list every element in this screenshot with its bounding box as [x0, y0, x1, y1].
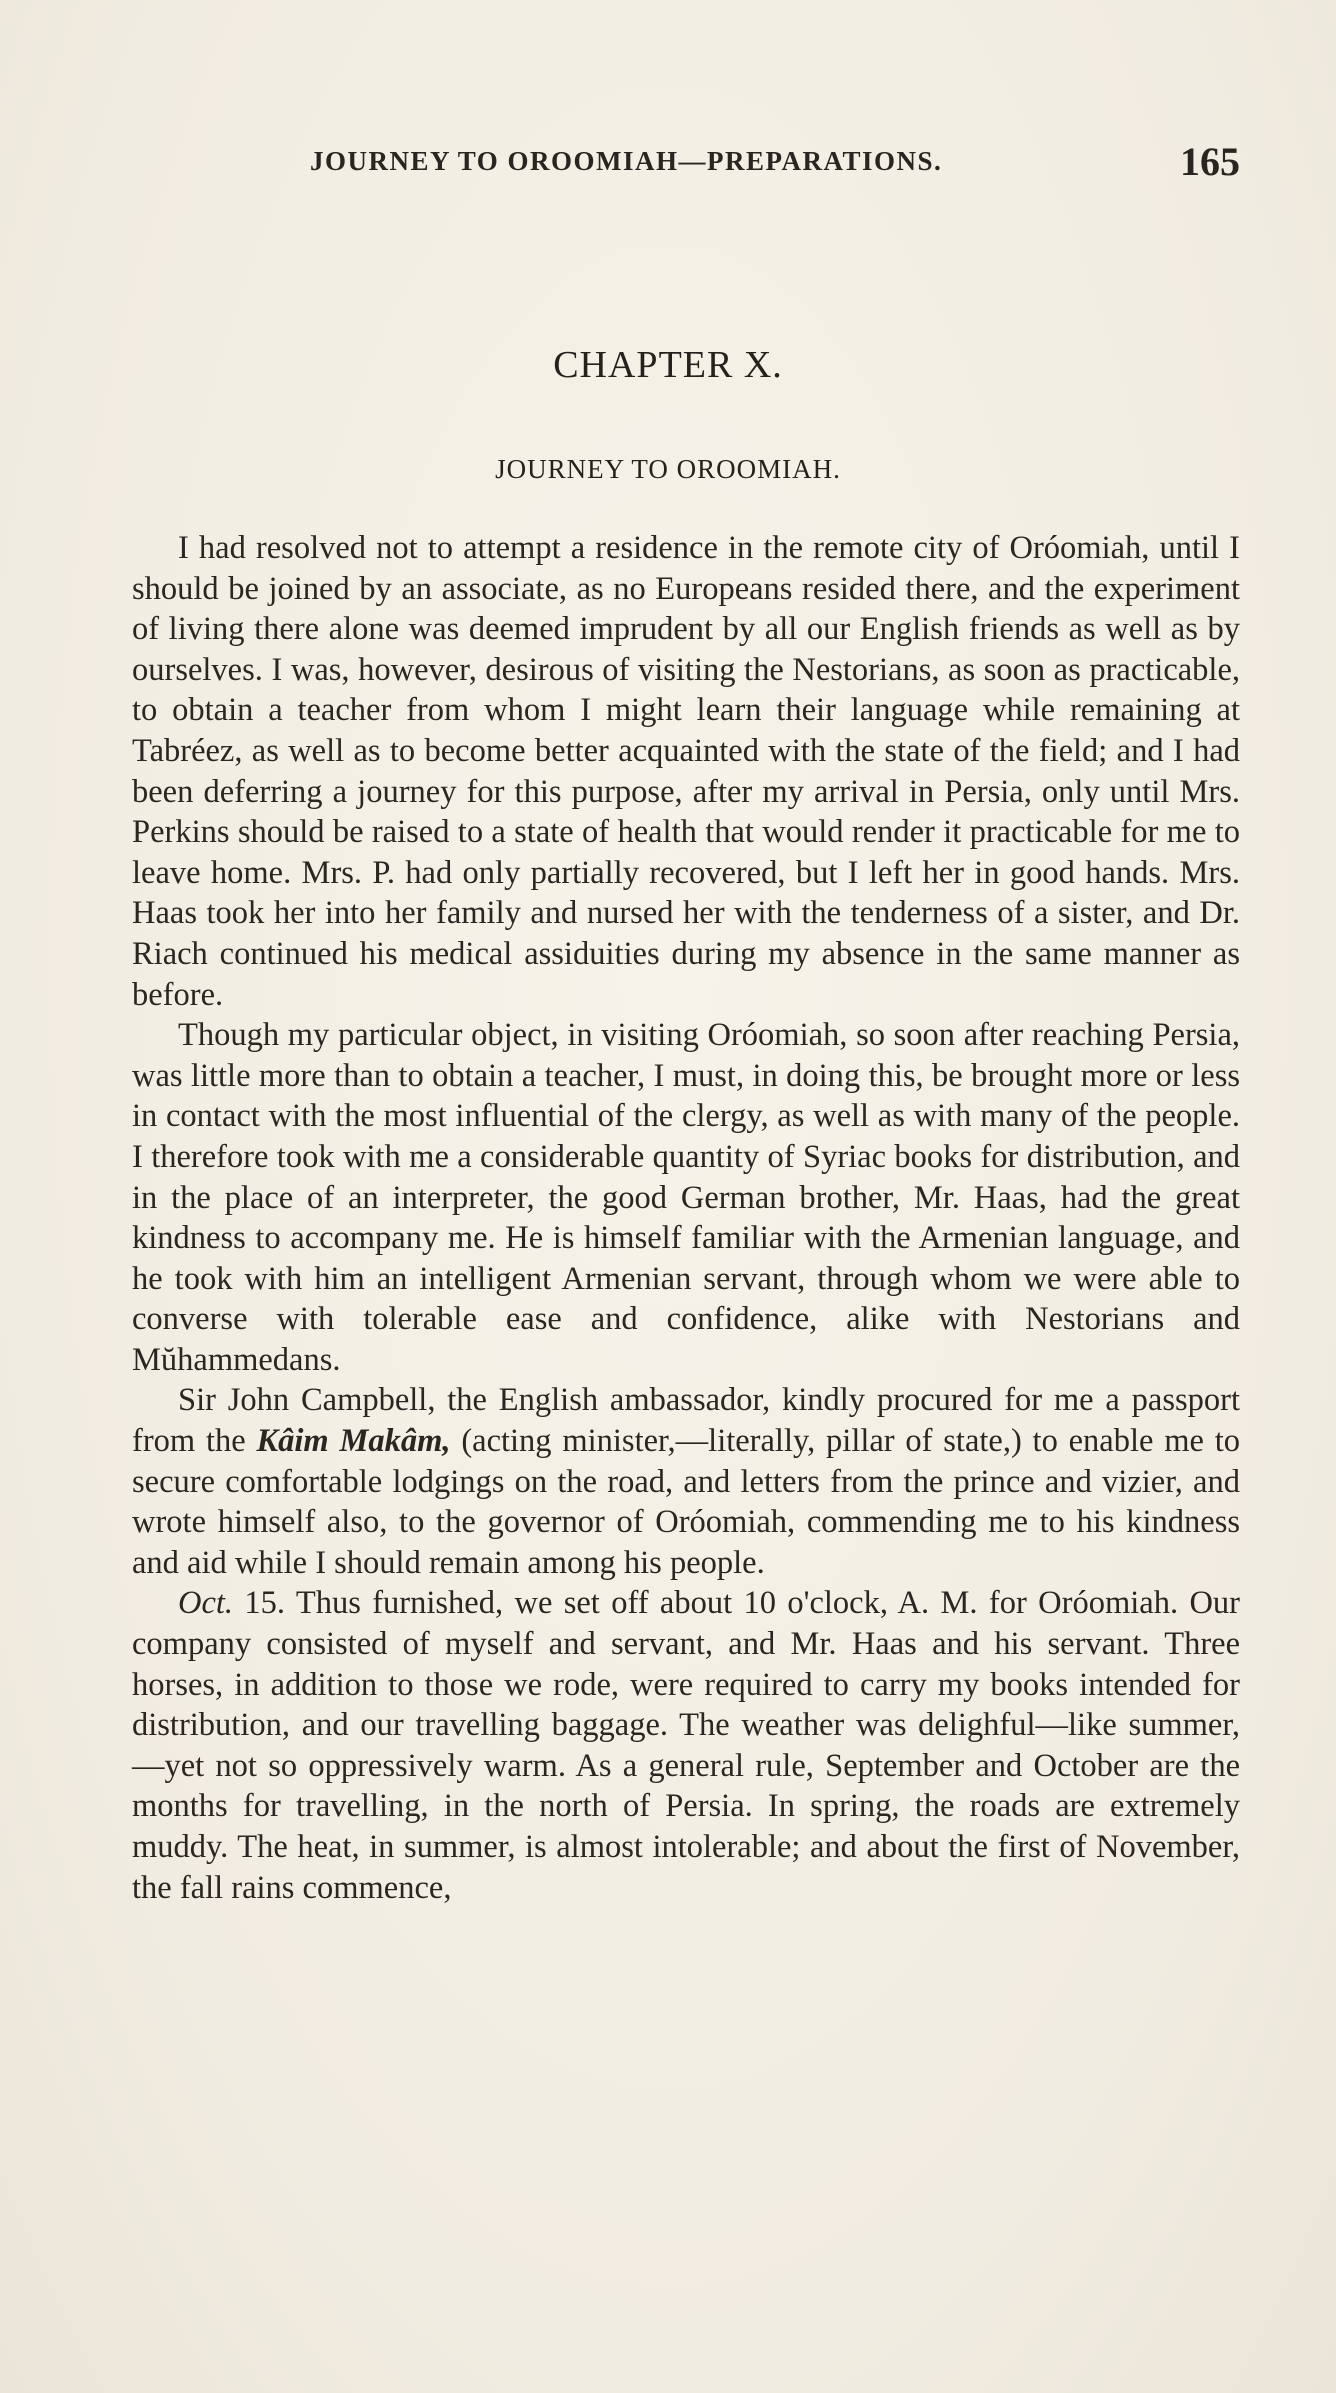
paragraph-3-title-kaim-makam: Kâim Makâm,	[256, 1423, 451, 1460]
paragraph-4	[132, 1583, 1240, 1908]
paragraph-3-text-a: Sir John Campbell, the English ambassador, kindly procured for me a passport from the	[132, 1382, 1240, 1460]
body-text	[132, 528, 1240, 1908]
paragraph-4-text: 15. Thus furnished, we set off about 10 o'clock, A. M. for Oróomiah. Our company consisted of myself and servant, and Mr. Haas and his servant. Three horses, in addition to those we rode, were required to carry my books intended for distribution, and our travelling baggage. The weather was delighful—like summer,—yet not so oppressively warm. As a general rule, September and October are the months for travelling, in the north of Persia. In spring, the roads are extremely muddy. The heat, in summer, is almost intolerable; and about the first of November, the fall rains commence,	[132, 1585, 1240, 1906]
chapter-title: CHAPTER X.	[553, 344, 783, 386]
paragraph-2: Though my particular object, in visiting Oróomiah, so soon after reaching Persia, was little more than to obtain a teacher, I must, in doing this, be brought more or less in contact with the most influential of the clergy, as well as with many of the people. I therefore took with me a considerable quantity of Syriac books for distribution, and in the place of an interpreter, the good German brother, Mr. Haas, had the great kindness to accompany me. He is himself familiar with the Armenian language, and he took with him an intelligent Armenian servant, through whom we were able to converse with tolerable ease and confidence, alike with Nestorians and Mŭhammedans.	[132, 1017, 1240, 1378]
page-number: 165	[1180, 139, 1240, 184]
paragraph-1: I had resolved not to attempt a residence in the remote city of Oróomiah, until I should be joined by an associate, as no Europeans resided there, and the experiment of living there alone was deemed imprudent by all our English friends as well as by ourselves. I was, however, desirous of visiting the Nestorians, as soon as practicable, to obtain a teacher from whom I might learn their language while remaining at Tabréez, as well as to become better acquainted with the state of the field; and I had been deferring a journey for this purpose, after my arrival in Persia, only until Mrs. Perkins should be raised to a state of health that would render it practicable for me to leave home. Mrs. P. had only partially recovered, but I left her in good hands. Mrs. Haas took her into her family and nursed her with the tenderness of a sister, and Dr. Riach continued his medical assiduities during my absence in the same manner as before.	[132, 530, 1240, 1013]
chapter-subtitle: JOURNEY TO OROOMIAH.	[495, 454, 841, 484]
paragraph-4-date-month: Oct.	[178, 1585, 234, 1622]
paragraph-3	[132, 1380, 1240, 1583]
paragraph-3-text-b: (acting minister,—literally, pillar of state,) to enable me to secure comfortable lodgings on the road, and letters from the prince and vizier, and wrote himself also, to the governor of Oróomiah, commending me to his kindness and aid while I should remain among his people.	[132, 1423, 1240, 1581]
running-title: JOURNEY TO OROOMIAH—PREPARATIONS.	[310, 146, 943, 176]
